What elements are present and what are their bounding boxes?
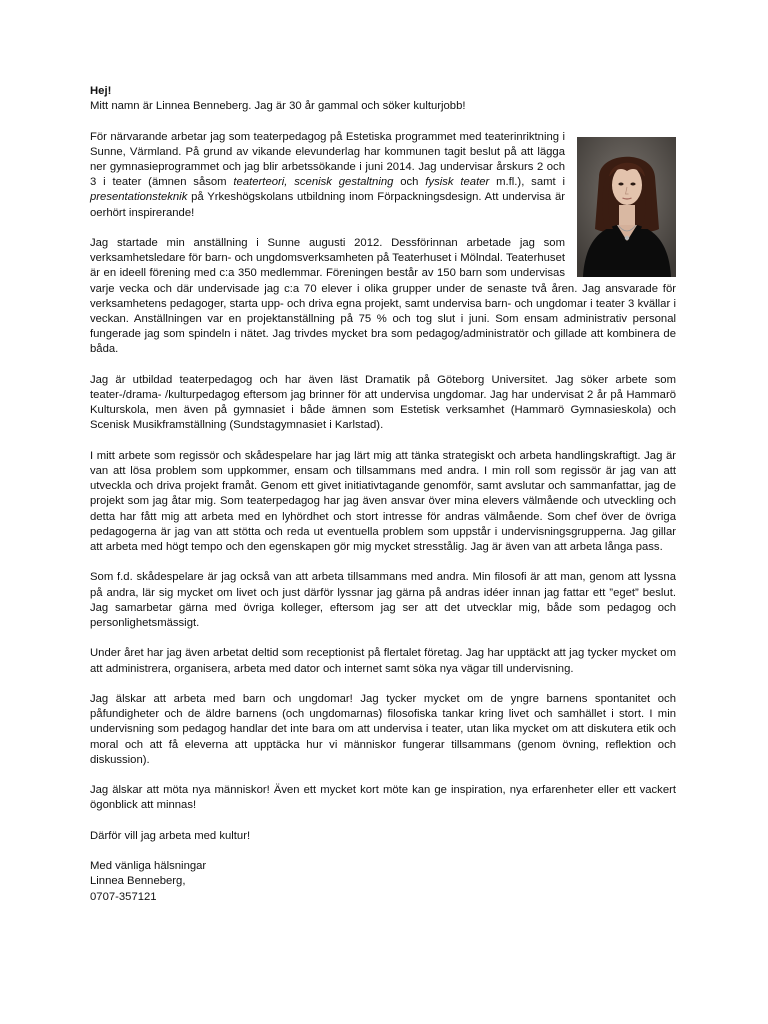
closing-line: Med vänliga hälsningar <box>90 860 207 873</box>
paragraph-skills: I mitt arbete som regissör och skådespelare har jag lärt mig att tänka strategiskt och arbeta handlingskraftigt. Jag är van att lösa problem som uppkommer, ensam och tillsammans med andra. I min roll som regissör är jag van att utveckla och driva projekt framåt. Genom ett givet initiativtagande genomför, samt avslutar och sammanfattar, jag de projekt som jag åtar mig. Som teaterpedagog har jag även ansvar över mina elevers välmående och utveckling och detta har fått mig att arbeta med en lyhördhet och stort intresse för andras välmående. Som chef över de övriga pedagogerna är jag van att stötta och reda ut eventuella problem som uppstår i undervisningsgrupperna. Jag gillar att arbeta med högt tempo och den egenskapen gör mig mycket stresstålig. Jag är även van att arbeta långa pass. <box>90 449 676 554</box>
paragraph-receptionist: Under året har jag även arbetat deltid som receptionist på flertalet företag. Jag har upptäckt att jag tycker mycket om att administrera, organisera, arbeta med dator och internet samt söka nya vägar till undervisning. <box>90 647 676 675</box>
intro-line: Mitt namn är Linnea Benneberg. Jag är 30 år gammal och söker kulturjobb! <box>90 100 466 113</box>
paragraph-meeting-people: Jag älskar att möta nya människor! Även ett mycket kort möte kan ge inspiration, nya erfarenheter eller ett vackert ögonblick att minnas! <box>90 784 676 812</box>
cover-letter <box>90 84 676 905</box>
phone-number: 0707-357121 <box>90 890 157 903</box>
paragraph-children: Jag älskar att arbeta med barn och ungdomar! Jag tycker mycket om de yngre barnens spontanitet och påfundigheter och de äldre barnens (och ungdomarnas) filosofiska tankar kring livet och samhället i stort. I min undervisning som pedagog handlar det inte bara om att undervisa i teater, utan lika mycket om att diskutera etik och moral och att få eleverna att upptäcka hur vi människor fungerar tillsammans (genom övning, reflektion och diskussion). <box>90 693 676 766</box>
portrait-icon <box>577 137 676 277</box>
paragraph-education: Jag är utbildad teaterpedagog och har även läst Dramatik på Göteborg Universitet. Jag söker arbete som teater-/drama- /kulturpedagog eftersom jag brinner för att undervisa ungdomar. Jag har undervisat 2 år på Hammarö Kulturskola, men även på gymnasiet i både ämnen som Estetisk verksamhet (Hammarö Gymnasieskola) och Scenisk Musikframställning (Sundstagymnasiet i Karlstad). <box>90 373 676 432</box>
paragraph-collaboration: Som f.d. skådespelare är jag också van att arbeta tillsammans med andra. Min filosofi är att man, genom att lyssna på andra, lär sig mycket om livet och just därför lyssnar jag gärna på andras idéer innan jag fattar ett ”eget” beslut. Jag samarbetar gärna med övriga kolleger, eftersom jag ser att det utvecklar mig, både som pedagog och personlighetsmässigt. <box>90 571 676 630</box>
paragraph-previous-job: Jag startade min anställning i Sunne augusti 2012. Dessförinnan arbetade jag som verksamhetsledare för barn- och ungdomsverksamheten på Teaterhuset i Mölndal. Teaterhuset är en ideell förening med c:a 350 medlemmar. Föreningen består av 150 barn som undervisas varje vecka och där undervisade jag c:a 70 elever i olika grupper under de senaste två åren. Jag ansvarade för verksamhetens pedagoger, starta upp- och driva egna projekt, samt undervisa barn- och ungdomar i teater 3 kvällar i veckan. Anställningen var en projektanställning på 75 % och tog slut i juni. Som ensam administrativ personal fungerade jag som spindeln i nätet. Jag trivdes mycket bra som pedagog/administratör och gillade att kombinera de båda. <box>90 237 676 356</box>
paragraph-current-job: För närvarande arbetar jag som teaterpedagog på Estetiska programmet med teaterinriktning i Sunne, Värmland. På grund av vikande elevunderlag har kommunen tagit beslut på att lägga ner gymnasieprogrammet och jag blir arbetssökande i juni 2014. Jag undervisar årskurs 2 och 3 i teater (ämnen såsom teaterteori, scenisk gestaltning och fysisk teater m.fl.), samt i presentationsteknik på Yrkeshögskolans utbildning inom Förpackningsdesign. Att undervisa är oerhört inspirerande! <box>90 130 565 219</box>
paragraph-culture: Därför vill jag arbeta med kultur! <box>90 829 251 842</box>
signature-name: Linnea Benneberg, <box>90 875 186 888</box>
greeting: Hej! <box>90 85 112 97</box>
portrait-photo <box>577 137 676 277</box>
